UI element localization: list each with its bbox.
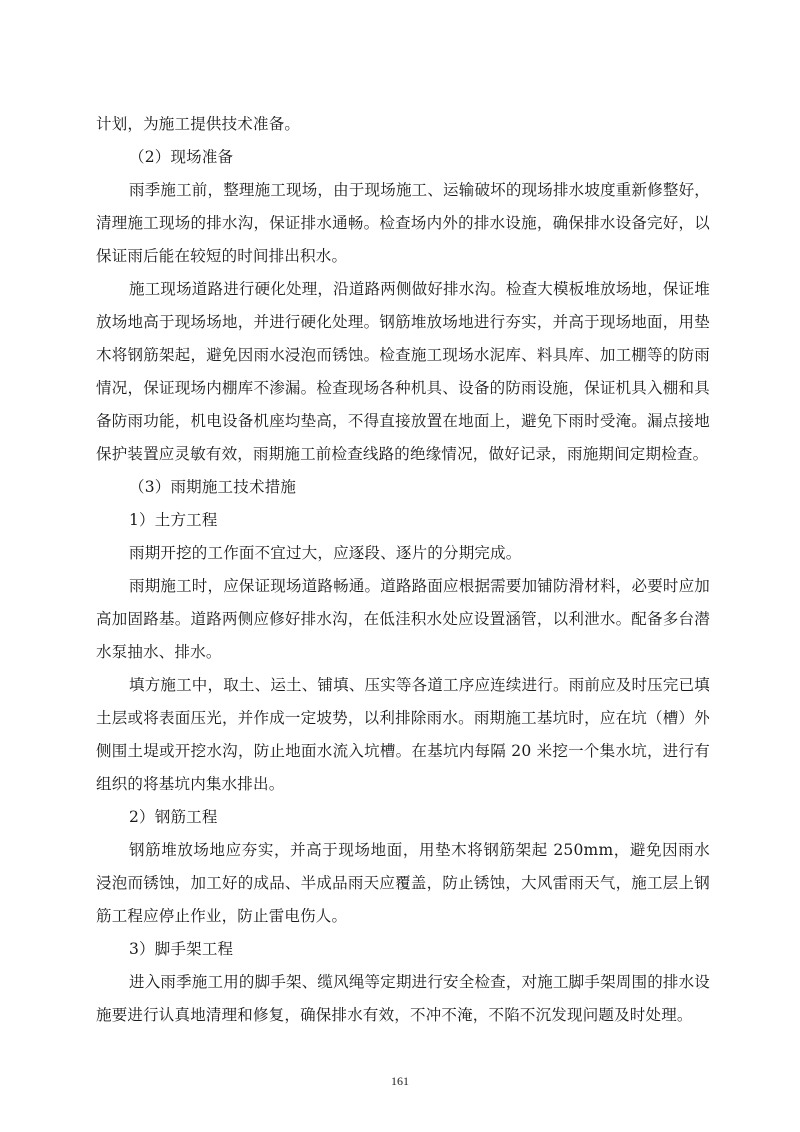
subsection-heading-scaffold: 3）脚手架工程 — [129, 940, 234, 958]
paragraph-site-drainage: 雨季施工前，整理施工现场，由于现场施工、运输破坏的现场排水坡度重新修整好，清理施工现场的排水沟，保证排水通畅。检查场内外的排水设施，确保排水设备完好，以保证雨后能在较短的时间排出积水。 — [96, 181, 710, 265]
paragraph-excavation: 雨期开挖的工作面不宜过大，应逐段、逐片的分期完成。 — [129, 544, 522, 562]
page-number: 161 — [391, 1074, 409, 1088]
section-heading-rain-measures: （3）雨期施工技术措施 — [129, 478, 297, 496]
paragraph-scaffold-inspection: 进入雨季施工用的脚手架、缆风绳等定期进行安全检查，对施工脚手架周围的排水设施要进行认真地清理和修复，确保排水有效，不冲不淹，不陷不沉发现问题及时处理。 — [96, 973, 710, 1024]
paragraph-road-hardening: 施工现场道路进行硬化处理，沿道路两侧做好排水沟。检查大模板堆放场地，保证堆放场地高于现场场地，并进行硬化处理。钢筋堆放场地进行夯实，并高于现场地面，用垫木将钢筋架起，避免因雨水浸泡而锈蚀。检查施工现场水泥库、料具库、加工棚等的防雨情况，保证现场内棚库不渗漏。检查现场各种机具、设备的防雨设施，保证机具入棚和具备防雨功能，机电设备机座均垫高，不得直接放置在地面上，避免下雨时受淹。漏点接地保护装置应灵敏有效，雨期施工前检查线路的绝缘情况，做好记录，雨施期间定期检查。 — [96, 280, 710, 463]
paragraph-continuation: 计划，为施工提供技术准备。 — [96, 115, 301, 133]
paragraph-rebar-storage: 钢筋堆放场地应夯实，并高于现场地面，用垫木将钢筋架起 250mm，避免因雨水浸泡而锈蚀，加工好的成品、半成品雨天应覆盖，防止锈蚀，大风雷雨天气，施工层上钢筋工程应停止作业，防止雷电伤人。 — [96, 841, 710, 925]
subsection-heading-earthwork: 1）土方工程 — [129, 511, 218, 529]
paragraph-backfill: 填方施工中，取土、运土、铺填、压实等各道工序应连续进行。雨前应及时压完已填土层或将表面压光，并作成一定坡势，以利排除雨水。雨期施工基坑时，应在坑（槽）外侧围土堤或开挖水沟，防止地面水流入坑槽。在基坑内每隔 20 米挖一个集水坑，进行有组织的将基坑内集水排出。 — [96, 676, 710, 793]
section-heading-site-preparation: （2）现场准备 — [129, 148, 234, 166]
document-body — [96, 108, 710, 1032]
paragraph-road-access: 雨期施工时，应保证现场道路畅通。道路路面应根据需要加铺防滑材料，必要时应加高加固路基。道路两侧应修好排水沟，在低洼积水处应设置涵管，以利泄水。配备多台潜水泵抽水、排水。 — [96, 577, 710, 661]
subsection-heading-rebar: 2）钢筋工程 — [129, 808, 218, 826]
